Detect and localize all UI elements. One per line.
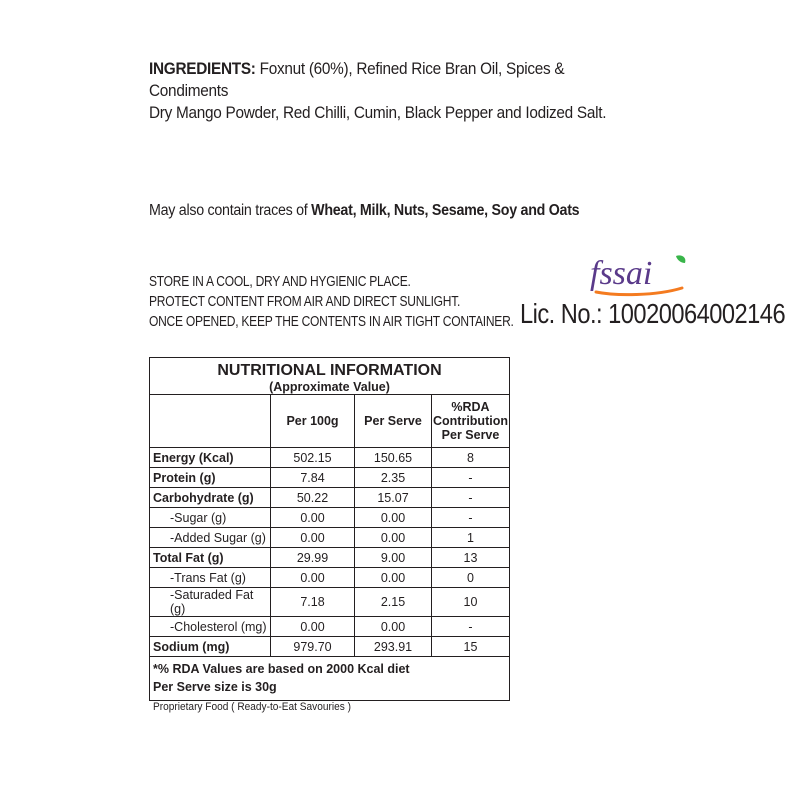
table-row — [150, 617, 510, 637]
table-row — [150, 588, 510, 617]
fssai-logo-icon — [586, 252, 696, 298]
storage-instructions — [149, 272, 514, 332]
fssai-license-number: Lic. No.: 10020064002146 — [520, 298, 786, 329]
value-rda: 1 — [432, 528, 510, 548]
header-rda-line-2: Contribution — [433, 414, 508, 428]
nutrient-name: -Trans Fat (g) — [150, 568, 271, 588]
value-perserve: 0.00 — [355, 508, 432, 528]
allergen-items: Wheat, Milk, Nuts, Sesame, Soy and Oats — [311, 202, 580, 219]
nutrient-name: -Sugar (g) — [150, 508, 271, 528]
ingredients-line-1 — [149, 58, 633, 102]
proprietary-food-note: Proprietary Food ( Ready-to-Eat Savouries ) — [153, 701, 351, 713]
value-rda: 10 — [432, 588, 510, 617]
table-row — [150, 468, 510, 488]
allergen-statement — [149, 202, 579, 220]
value-perserve: 0.00 — [355, 528, 432, 548]
nutrient-name: Sodium (mg) — [150, 637, 271, 657]
value-rda: 0 — [432, 568, 510, 588]
value-per100g: 979.70 — [271, 637, 355, 657]
table-row — [150, 488, 510, 508]
nutrition-title: NUTRITIONAL INFORMATION — [217, 362, 442, 379]
value-per100g: 7.84 — [271, 468, 355, 488]
header-per100g: Per 100g — [271, 395, 355, 448]
value-per100g: 50.22 — [271, 488, 355, 508]
value-per100g: 0.00 — [271, 617, 355, 637]
value-per100g: 0.00 — [271, 568, 355, 588]
table-row — [150, 448, 510, 468]
nutrient-name: -Cholesterol (mg) — [150, 617, 271, 637]
nutrient-name: Total Fat (g) — [150, 548, 271, 568]
storage-line-2: PROTECT CONTENT FROM AIR AND DIRECT SUNLIGHT. — [149, 294, 461, 310]
ingredients-text-1: Foxnut (60%), Refined Rice Bran Oil, Spices & Condiments — [149, 60, 565, 100]
table-row — [150, 548, 510, 568]
table-row — [150, 508, 510, 528]
table-row — [150, 637, 510, 657]
nutrition-title-cell — [150, 358, 510, 395]
nutrient-name: Energy (Kcal) — [150, 448, 271, 468]
value-perserve: 2.15 — [355, 588, 432, 617]
nutrient-name: -Added Sugar (g) — [150, 528, 271, 548]
nutrient-name: Carbohydrate (g) — [150, 488, 271, 508]
footnote-rda: *% RDA Values are based on 2000 Kcal diet — [153, 662, 410, 676]
nutrient-name: Protein (g) — [150, 468, 271, 488]
header-empty-cell — [150, 395, 271, 448]
value-perserve: 293.91 — [355, 637, 432, 657]
value-perserve: 150.65 — [355, 448, 432, 468]
ingredients-block — [149, 58, 633, 124]
header-rda — [432, 395, 510, 448]
fssai-block — [520, 250, 786, 340]
value-per100g: 0.00 — [271, 528, 355, 548]
value-per100g: 7.18 — [271, 588, 355, 617]
fssai-logo-text: fssai — [590, 255, 653, 292]
table-row — [150, 568, 510, 588]
header-rda-line-1: %RDA — [451, 400, 490, 414]
value-rda: - — [432, 508, 510, 528]
value-perserve: 0.00 — [355, 568, 432, 588]
table-row — [150, 528, 510, 548]
value-rda: - — [432, 468, 510, 488]
value-perserve: 2.35 — [355, 468, 432, 488]
value-perserve: 9.00 — [355, 548, 432, 568]
value-rda: 8 — [432, 448, 510, 468]
value-rda: - — [432, 617, 510, 637]
value-per100g: 29.99 — [271, 548, 355, 568]
header-rda-line-3: Per Serve — [441, 428, 500, 442]
header-perserve: Per Serve — [355, 395, 432, 448]
value-rda: 15 — [432, 637, 510, 657]
nutrition-subtitle: (Approximate Value) — [269, 380, 390, 394]
storage-line-1: STORE IN A COOL, DRY AND HYGIENIC PLACE. — [149, 274, 411, 290]
value-rda: 13 — [432, 548, 510, 568]
value-per100g: 0.00 — [271, 508, 355, 528]
storage-line-3: ONCE OPENED, KEEP THE CONTENTS IN AIR TIGHT CONTAINER. — [149, 314, 514, 330]
nutrition-table — [149, 357, 510, 701]
value-perserve: 15.07 — [355, 488, 432, 508]
value-rda: - — [432, 488, 510, 508]
ingredients-line-2: Dry Mango Powder, Red Chilli, Cumin, Black Pepper and Iodized Salt. — [149, 104, 607, 122]
ingredients-label: INGREDIENTS: — [149, 60, 256, 78]
allergen-prefix: May also contain traces of — [149, 202, 312, 219]
nutrient-name: -Saturaded Fat (g) — [150, 588, 271, 617]
value-perserve: 0.00 — [355, 617, 432, 637]
footnote-serve-size: Per Serve size is 30g — [153, 680, 277, 694]
nutrition-footnote — [150, 657, 510, 701]
value-per100g: 502.15 — [271, 448, 355, 468]
